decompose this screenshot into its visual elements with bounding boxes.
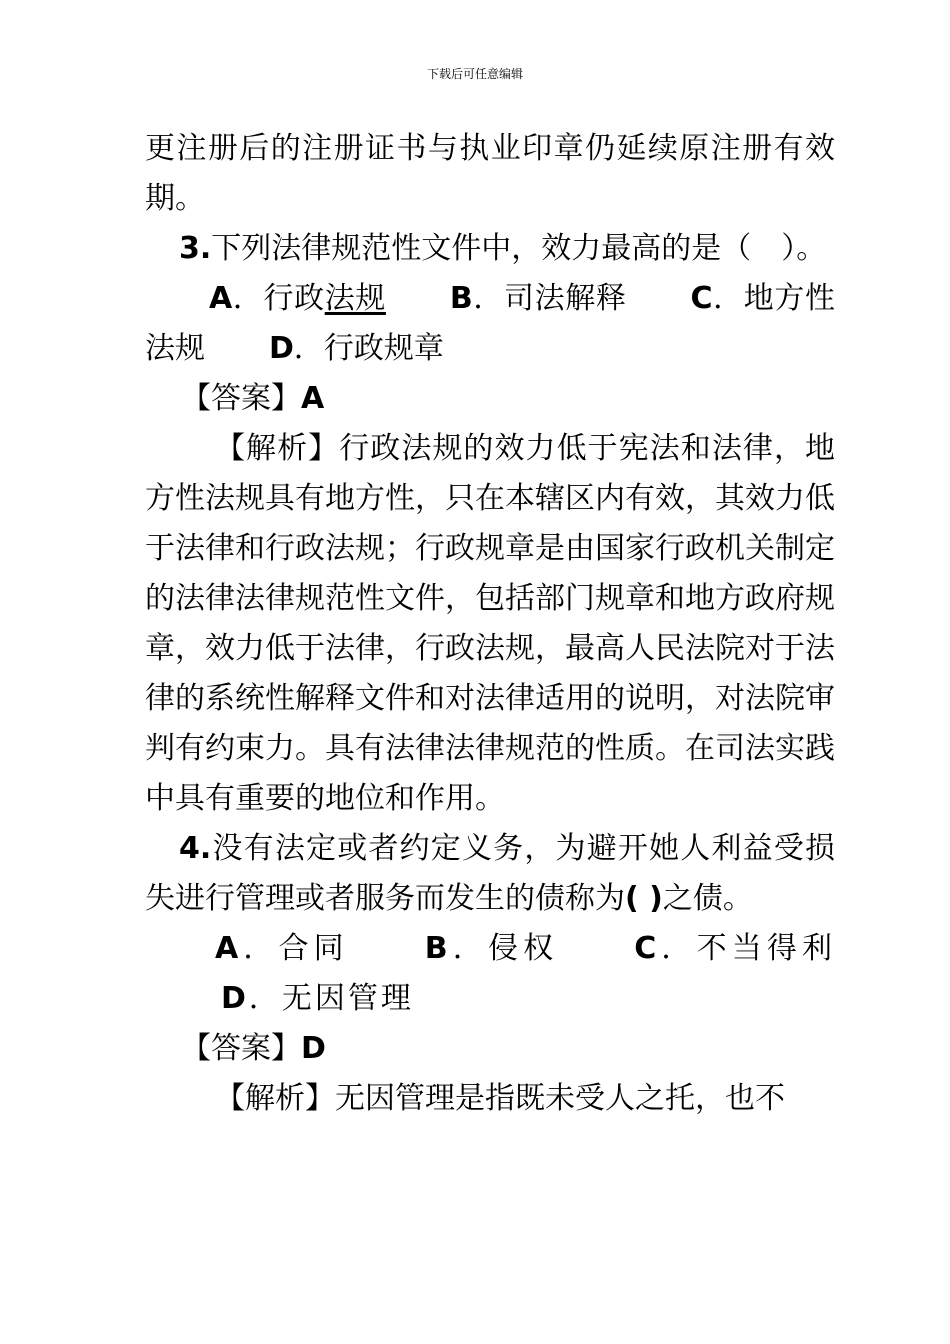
q3-option-d-letter: D bbox=[269, 331, 294, 366]
q3-answer-value: A bbox=[301, 381, 325, 416]
q4-answer-value: D bbox=[301, 1031, 326, 1066]
question-4-answer bbox=[145, 1024, 835, 1074]
q4-option-d-text: ．无因管理 bbox=[248, 981, 414, 1016]
q4-option-b-letter: B bbox=[424, 931, 451, 966]
q3-option-a-letter: A bbox=[209, 281, 233, 316]
q3-explain-label: 【解析】 bbox=[215, 431, 340, 466]
q3-option-b-text: ．司法解释 bbox=[472, 281, 627, 316]
q4-explain-label: 【解析】 bbox=[215, 1081, 335, 1116]
q3-option-c-text: ．地方性法规 bbox=[145, 281, 835, 366]
q4-option-a-letter: A bbox=[215, 931, 242, 966]
question-4-paren: ( ) bbox=[625, 881, 663, 916]
q3-answer-label: 【答案】 bbox=[181, 381, 301, 416]
question-3-text: 下列法律规范性文件中，效力最高的是（ ）。 bbox=[211, 231, 827, 266]
q3-option-d-text: ．行政规章 bbox=[293, 331, 444, 366]
q4-option-b-text: ．侵权 bbox=[450, 931, 559, 966]
question-4-options bbox=[145, 924, 835, 1024]
document-body bbox=[145, 124, 835, 1124]
question-4-text: 没有法定或者约定义务，为避开她人利益受损失进行管理或者服务而发生的债称为 bbox=[145, 831, 835, 916]
question-3-answer bbox=[145, 374, 835, 424]
q3-explain-text: 行政法规的效力低于宪法和法律，地方性法规具有地方性，只在本辖区内有效，其效力低于法律和行政法规；行政规章是由国家行政机关制定的法律法律规范性文件，包括部门规章和地方政府规章，效力低于法律，行政法规，最高人民法院对于法律的系统性解释文件和对法律适用的说明，对法院审判有约束力。具有法律法律规范的性质。在司法实践中具有重要的地位和作用。 bbox=[145, 431, 836, 816]
intro-paragraph bbox=[145, 124, 835, 224]
q4-answer-label: 【答案】 bbox=[181, 1031, 301, 1066]
question-4 bbox=[145, 824, 835, 924]
question-4-text-end: 之债。 bbox=[662, 881, 753, 916]
q3-option-a-text: ．行政 bbox=[232, 281, 325, 316]
question-3 bbox=[145, 224, 835, 274]
q3-option-c-letter: C bbox=[690, 281, 713, 316]
q3-option-a-underlined: 法规 bbox=[324, 281, 386, 316]
q4-explain-text: 无因管理是指既未受人之托，也不 bbox=[335, 1081, 785, 1116]
question-4-explanation bbox=[145, 1074, 835, 1124]
question-3-number: 3. bbox=[179, 231, 212, 266]
question-4-number: 4. bbox=[179, 831, 212, 866]
question-3-explanation bbox=[145, 424, 835, 824]
question-3-options bbox=[145, 274, 835, 374]
page-header: 下载后可任意编辑 bbox=[426, 67, 523, 81]
q4-option-c-text: ．不当得利 bbox=[659, 931, 836, 966]
q3-option-b-letter: B bbox=[449, 281, 473, 316]
intro-text: 更注册后的注册证书与执业印章仍延续原注册有效期。 bbox=[145, 131, 835, 216]
q4-option-c-letter: C bbox=[634, 931, 660, 966]
q4-option-a-text: ．合同 bbox=[241, 931, 349, 966]
q4-option-d-letter: D bbox=[221, 981, 249, 1016]
